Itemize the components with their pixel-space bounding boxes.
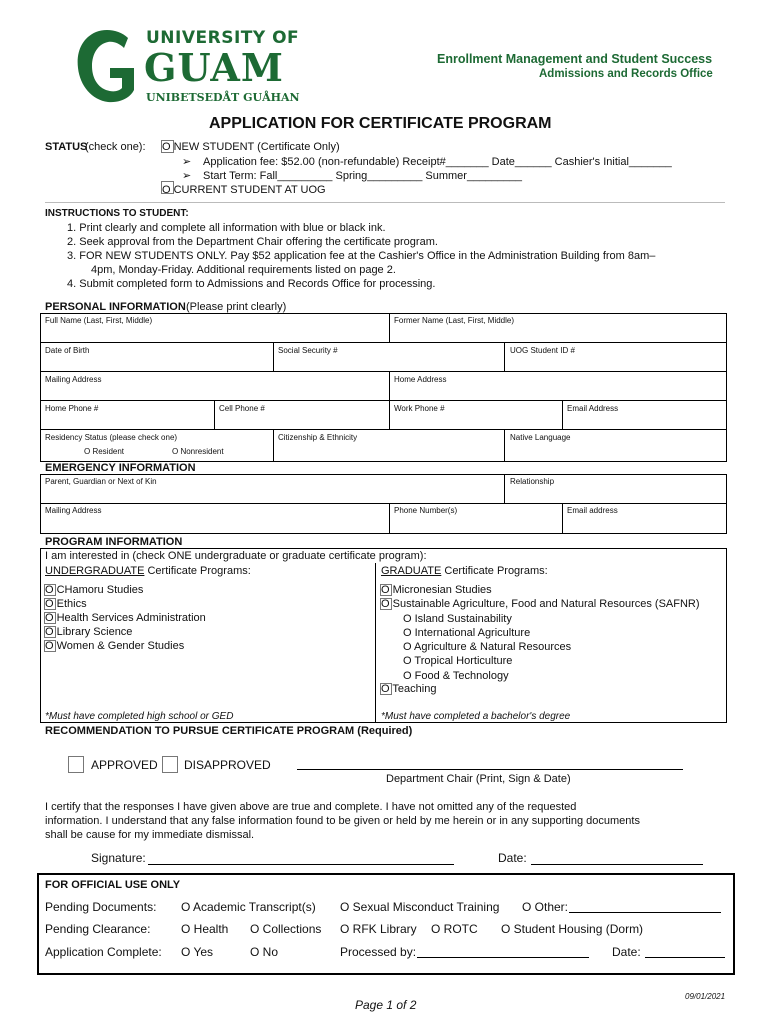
processed-by-line[interactable]	[417, 957, 589, 958]
grid-line	[273, 429, 274, 462]
other-line[interactable]	[569, 912, 721, 913]
grad-option[interactable]: O Sustainable Agriculture, Food and Natural Resources (SAFNR)	[381, 598, 700, 610]
program-heading: PROGRAM INFORMATION	[45, 536, 183, 548]
grid-line	[389, 371, 390, 400]
other-option[interactable]: O Other:	[522, 900, 569, 914]
processed-by-label: Processed by:	[340, 945, 417, 959]
no-option[interactable]: O No	[250, 945, 279, 959]
rfk-library-option[interactable]: O RFK Library	[340, 922, 417, 936]
emergency-email-field[interactable]: Email address	[567, 506, 618, 515]
recommendation-heading: RECOMMENDATION TO PURSUE CERTIFICATE PROGRAM (Required)	[45, 725, 413, 737]
grid-line	[389, 503, 390, 534]
chair-signature-line[interactable]	[297, 769, 683, 770]
mailing-address-field[interactable]: Mailing Address	[45, 375, 102, 384]
grid-line	[389, 400, 390, 429]
disapproved-checkbox[interactable]	[162, 756, 178, 773]
undergrad-heading	[45, 566, 251, 577]
work-phone-field[interactable]: Work Phone #	[394, 404, 445, 413]
grad-option[interactable]: O Teaching	[381, 683, 437, 695]
current-student-option: O CURRENT STUDENT AT UOG	[162, 184, 326, 196]
grid-line	[562, 400, 563, 429]
certify-text: I certify that the responses I have given above are true and complete. I have not omitted any of the requested	[45, 801, 577, 813]
divider	[45, 202, 725, 203]
new-student-option: O NEW STUDENT (Certificate Only)	[162, 141, 340, 153]
grad-sub-option[interactable]: O Food & Technology	[403, 670, 509, 682]
resident-option[interactable]: O Resident	[84, 447, 125, 456]
nonresident-option[interactable]: O Nonresident	[172, 447, 224, 456]
grad-sub-option[interactable]: O International Agriculture	[403, 627, 531, 639]
uog-id-field[interactable]: UOG Student ID #	[510, 346, 575, 355]
date-label: Date:	[498, 851, 527, 865]
grad-sub-option[interactable]: O Island Sustainability	[403, 613, 512, 625]
relationship-field[interactable]: Relationship	[510, 477, 555, 486]
instruction-item: 4. Submit completed form to Admissions and Records Office for processing.	[67, 278, 436, 290]
ssn-field[interactable]: Social Security #	[278, 346, 338, 355]
emergency-mailing-field[interactable]: Mailing Address	[45, 506, 102, 515]
grid-line	[504, 342, 505, 371]
emergency-phone-field[interactable]: Phone Number(s)	[394, 506, 458, 515]
grad-option[interactable]: O Micronesian Studies	[381, 584, 492, 596]
undergrad-heading-rest: Certificate Programs:	[144, 565, 251, 577]
grid-line	[562, 503, 563, 534]
health-option[interactable]: O Health	[181, 922, 229, 936]
signature-line[interactable]	[148, 864, 454, 865]
uog-g-emblem	[76, 28, 138, 104]
instructions-heading: INSTRUCTIONS TO STUDENT:	[45, 208, 189, 219]
undergrad-option[interactable]: O Health Services Administration	[45, 612, 206, 624]
signature-label: Signature:	[91, 851, 146, 865]
email-address-field[interactable]: Email Address	[567, 404, 619, 413]
grid-line	[504, 429, 505, 462]
disapproved-label: DISAPPROVED	[184, 758, 271, 772]
grid-line	[389, 313, 390, 342]
grad-sub-option[interactable]: O Tropical Horticulture	[403, 655, 513, 667]
undergrad-heading-underlined: UNDERGRADUATE	[45, 565, 145, 577]
pending-docs-label: Pending Documents:	[45, 900, 157, 914]
full-name-field[interactable]: Full Name (Last, First, Middle)	[45, 316, 153, 325]
certify-text: shall be cause for my immediate dismissal.	[45, 829, 255, 841]
grid-line	[273, 342, 274, 371]
logo-university-of: UNIVERSITY OF	[146, 28, 300, 48]
undergrad-option[interactable]: O Library Science	[45, 626, 133, 638]
start-term-line: Start Term: Fall_________ Spring_________ Summer_________	[203, 170, 523, 182]
residency-label: Residency Status (please check one)	[45, 433, 178, 442]
grid-line	[40, 503, 727, 504]
status-hint: (check one):	[85, 141, 146, 153]
grad-heading	[381, 566, 548, 577]
instruction-item: 2. Seek approval from the Department Chair offering the certificate program.	[67, 236, 438, 248]
university-logo	[76, 26, 300, 106]
citizenship-field[interactable]: Citizenship & Ethnicity	[278, 433, 358, 442]
program-intro: I am interested in (check ONE undergraduate or graduate certificate program):	[45, 550, 427, 562]
cell-phone-field[interactable]: Cell Phone #	[219, 404, 265, 413]
grid-line	[40, 371, 727, 372]
approved-label: APPROVED	[91, 758, 158, 772]
guardian-field[interactable]: Parent, Guardian or Next of Kin	[45, 477, 157, 486]
grad-note: *Must have completed a bachelor's degree	[381, 711, 571, 722]
page-number: Page 1 of 2	[355, 998, 417, 1012]
grid-line	[504, 474, 505, 503]
approved-checkbox[interactable]	[68, 756, 84, 773]
personal-hint: (Please print clearly)	[186, 301, 287, 313]
dept-line-1: Enrollment Management and Student Success	[437, 52, 713, 66]
undergrad-option[interactable]: O CHamoru Studies	[45, 584, 144, 596]
instruction-item: 3. FOR NEW STUDENTS ONLY. Pay $52 application fee at the Cashier's Office in the Administration Building from 8am–	[67, 250, 656, 262]
date-line[interactable]	[531, 864, 703, 865]
sexual-misconduct-option[interactable]: O Sexual Misconduct Training	[340, 900, 500, 914]
collections-option[interactable]: O Collections	[250, 922, 322, 936]
emergency-heading: EMERGENCY INFORMATION	[45, 462, 196, 474]
grid-line	[214, 400, 215, 429]
home-phone-field[interactable]: Home Phone #	[45, 404, 99, 413]
dob-field[interactable]: Date of Birth	[45, 346, 90, 355]
undergrad-note: *Must have completed high school or GED	[45, 711, 234, 722]
official-heading: FOR OFFICIAL USE ONLY	[45, 879, 181, 891]
fee-line: Application fee: $52.00 (non-refundable) Receipt#_______ Date______ Cashier's Initial_______	[203, 156, 672, 168]
chair-label: Department Chair (Print, Sign & Date)	[386, 773, 571, 785]
form-version: 09/01/2021	[685, 992, 726, 1001]
grad-heading-rest: Certificate Programs:	[441, 565, 548, 577]
pending-clearance-label: Pending Clearance:	[45, 922, 151, 936]
arrow-bullet-icon: ➢	[182, 170, 192, 182]
logo-guam: GUAM	[144, 45, 284, 90]
grid-line	[40, 342, 727, 343]
certify-text: information. I understand that any false information found to be given or held by me herein or in any supporting documents	[45, 815, 640, 827]
grad-sub-option[interactable]: O Agriculture & Natural Resources	[403, 641, 572, 653]
instruction-item: 1. Print clearly and complete all information with blue or black ink.	[67, 222, 386, 234]
status-label: STATUS	[45, 141, 88, 153]
yes-option[interactable]: O Yes	[181, 945, 214, 959]
academic-transcript-option[interactable]: O Academic Transcript(s)	[181, 900, 316, 914]
program-divider	[375, 563, 376, 723]
former-name-field[interactable]: Former Name (Last, First, Middle)	[394, 316, 515, 325]
grad-heading-underlined: GRADUATE	[381, 565, 442, 577]
official-date-label: Date:	[612, 945, 641, 959]
dept-line-2: Admissions and Records Office	[539, 68, 713, 80]
grid-line	[40, 429, 727, 430]
official-date-line[interactable]	[645, 957, 725, 958]
logo-subtitle: UNIBETSEDÅT GUÅHAN	[146, 91, 300, 104]
native-language-field[interactable]: Native Language	[510, 433, 571, 442]
undergrad-option[interactable]: O Women & Gender Studies	[45, 640, 185, 652]
app-complete-label: Application Complete:	[45, 945, 162, 959]
personal-heading: PERSONAL INFORMATION	[45, 301, 186, 313]
student-housing-option[interactable]: O Student Housing (Dorm)	[501, 922, 644, 936]
grid-line	[40, 400, 727, 401]
home-address-field[interactable]: Home Address	[394, 375, 447, 384]
page-title: APPLICATION FOR CERTIFICATE PROGRAM	[209, 115, 552, 132]
rotc-option[interactable]: O ROTC	[431, 922, 478, 936]
undergrad-option[interactable]: O Ethics	[45, 598, 87, 610]
arrow-bullet-icon: ➢	[182, 156, 192, 168]
instruction-item: 4pm, Monday-Friday. Additional requirements listed on page 2.	[91, 264, 396, 276]
